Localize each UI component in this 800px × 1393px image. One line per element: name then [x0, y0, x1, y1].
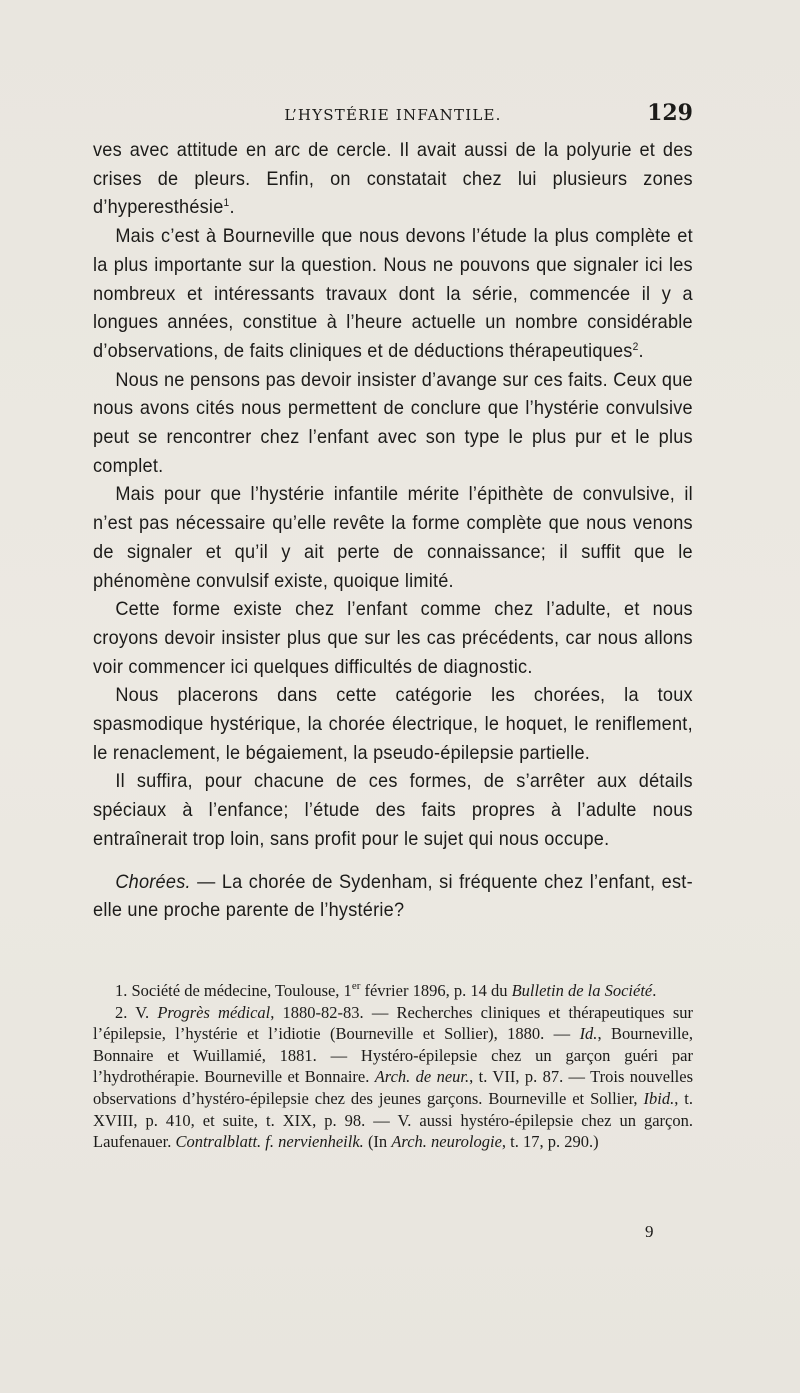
paragraph-5: Cette forme existe chez l’enfant comme chez l’adulte, et nous croyons devoir insister plus que sur les cas précédents, car nous allons voir commencer ici quelques difficultés de diagnostic.: [93, 598, 693, 678]
footnote-text: , t. 17, p. 290.): [501, 1132, 599, 1152]
journal-title: Arch. neurologie: [391, 1132, 502, 1152]
main-text: [93, 136, 693, 925]
footnote-text: V.: [127, 1002, 158, 1022]
journal-title: Progrès médical: [157, 1002, 271, 1022]
paragraph-end: .: [638, 339, 644, 362]
section-title: Chorées.: [115, 870, 191, 893]
citation-ibid: Ibid.: [643, 1088, 675, 1108]
journal-title: Contralblatt. f. nervienheilk.: [175, 1132, 364, 1152]
paragraph-7: Il suffira, pour chacune de ces formes, de s’arrêter aux détails spéciaux à l’enfance; l’étude des faits propres à l’adulte nous entraînerait trop loin, sans profit pour le sujet qui nous occupe.: [93, 770, 693, 850]
footnote-ref: 2: [632, 340, 639, 353]
footnote-number: 2.: [115, 1002, 128, 1022]
footnote-text: , Bourneville, Bonnaire et Wuillamié, 1881. — Hystéro-épilepsie chez un garçon guéri par l’hydrothérapie. Bourneville et Bonnaire.: [93, 1024, 693, 1087]
footnote-1: [93, 980, 693, 1002]
paragraph-text: — La chorée de Sydenham, si fréquente chez l’enfant, est-elle une proche parente de l’hystérie?: [93, 870, 693, 922]
footnote-text: , t. XVIII, p. 410, et suite, t. XIX, p. 98. — V. aussi hystéro-épilepsie chez un garçon. Laufenauer.: [93, 1088, 693, 1152]
signature-mark: 9: [645, 1222, 654, 1241]
footnote-text: Société de médecine, Toulouse, 1: [127, 981, 352, 1000]
footnote-text: (In: [363, 1132, 392, 1152]
page-number: 129: [647, 100, 693, 126]
paragraph-6: Nous placerons dans cette catégorie les chorées, la toux spasmodique hystérique, la chorée électrique, le hoquet, le reniflement, le renaclement, le bégaiement, la pseudo-épilepsie partielle.: [93, 684, 693, 764]
journal-title: Bulletin de la Société: [511, 981, 653, 1000]
citation-id: Id.: [579, 1024, 598, 1044]
paragraph-text: Mais c’est à Bourneville que nous devons l’étude la plus complète et la plus importante sur la question. Nous ne pouvons que signaler ici les nombreux et intéressants travaux dont la série, commencée il y a longues années, constitue à l’heure actuelle un nombre considérable d’observations, de faits cliniques et de déductions thérapeutiques: [93, 225, 693, 362]
footnote-ref: 1: [223, 197, 230, 210]
footnote-2: [93, 1002, 693, 1153]
footnote-number: 1.: [115, 981, 128, 1000]
footnote-text: février 1896, p. 14 du: [360, 981, 512, 1000]
paragraph-2: [93, 222, 693, 366]
running-title: L’HYSTÉRIE INFANTILE.: [284, 106, 502, 124]
paragraph-text: ves avec attitude en arc de cercle. Il avait aussi de la polyurie et des crises de pleurs. Enfin, on constatait chez lui plusieurs zones d’hyperesthésie: [93, 139, 693, 219]
footnotes: [93, 980, 693, 1153]
paragraph-8: [93, 868, 693, 925]
paragraph-1: [93, 136, 693, 222]
superscript: er: [351, 980, 361, 992]
paragraph-3: Nous ne pensons pas devoir insister d’avange sur ces faits. Ceux que nous avons cités nous permettent de conclure que l’hystérie convulsive peut se rencontrer chez l’enfant avec son type le plus pur et le plus complet.: [93, 368, 693, 477]
running-header: [93, 100, 693, 132]
paragraph-4: Mais pour que l’hystérie infantile mérite l’épithète de convulsive, il n’est pas nécessaire qu’elle revête la forme complète que nous venons de signaler et qu’il y ait perte de connaissance; il suffit que le phénomène convulsif existe, quoique limité.: [93, 483, 693, 592]
journal-title: Arch. de neur.: [374, 1067, 470, 1087]
footnote-text: , 1880-82-83. — Recherches cliniques et thérapeutiques sur l’épilepsie, l’hystérie et l’idiotie (Bourneville et Sollier), 1880. —: [93, 1002, 693, 1044]
footnote-text: .: [652, 981, 657, 1000]
paragraph-end: .: [229, 196, 235, 219]
footnote-text: , t. VII, p. 87. — Trois nouvelles observations d’hystéro-épilepsie chez des jeunes garçons. Bourneville et Sollier,: [93, 1067, 693, 1108]
